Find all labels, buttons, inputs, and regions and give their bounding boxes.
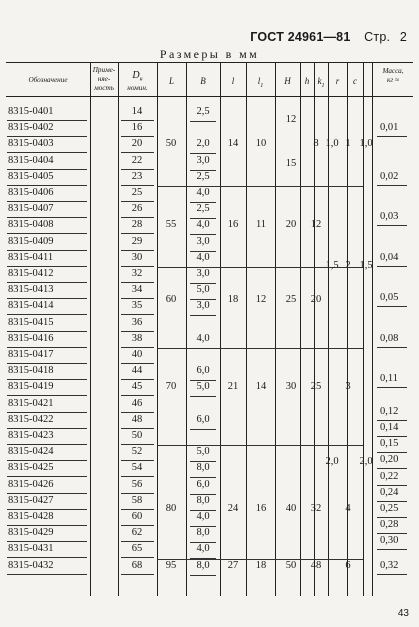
row-b: 4,0 — [196, 543, 210, 555]
group-L: 80 — [165, 502, 177, 514]
header-l1 — [246, 76, 275, 90]
header-k1-symbol: k — [317, 76, 322, 86]
row-rule-dn — [121, 444, 154, 445]
row-rule-b — [190, 461, 216, 462]
row-dn: 65 — [131, 543, 143, 555]
row-dn: 35 — [131, 300, 143, 312]
row-rule-dn — [121, 525, 154, 526]
row-dn: 30 — [131, 251, 143, 263]
header-dn-symbol: D — [132, 70, 140, 81]
row-rule-designation — [7, 250, 87, 251]
row-b: 6,0 — [196, 365, 210, 377]
row-rule-designation — [7, 525, 87, 526]
header-top-rule — [6, 62, 413, 63]
row-designation: 8315-0431 — [8, 543, 54, 555]
row-b: 5,0 — [196, 284, 210, 296]
row-designation: 8315-0424 — [8, 446, 54, 458]
row-b: 2,5 — [196, 106, 210, 117]
row-rule-dn — [121, 250, 154, 251]
row-rule-designation — [7, 314, 87, 315]
row-rule-mass — [377, 387, 407, 388]
group-l1: 10 — [255, 138, 267, 150]
group-rule — [157, 186, 363, 187]
row-designation: 8315-0411 — [8, 251, 54, 263]
header-l1-subscript: 1 — [260, 82, 264, 89]
row-designation: 8315-0427 — [8, 494, 54, 506]
row-dn: 25 — [131, 187, 143, 198]
row-rule-mass — [377, 533, 407, 534]
row-dn: 20 — [131, 138, 143, 150]
row-dn: 48 — [131, 413, 143, 425]
row-rule-dn — [121, 314, 154, 315]
mass-value: 0,05 — [380, 292, 399, 304]
header-applicability: Приме- няе- мость — [92, 66, 116, 92]
row-rule-dn — [121, 201, 154, 202]
row-rule-b — [190, 234, 216, 235]
row-dn: 62 — [131, 527, 143, 539]
row-rule-designation — [7, 347, 87, 348]
row-rule-b — [190, 202, 216, 203]
row-rule-mass — [377, 452, 407, 453]
row-rule-dn — [121, 363, 154, 364]
row-dn: 68 — [131, 559, 143, 571]
page-label-number: 2 — [399, 30, 407, 44]
mass-value: 0,04 — [380, 251, 399, 263]
group-l1: 14 — [255, 381, 267, 393]
row-rule-designation — [7, 136, 87, 137]
row-rule-dn — [121, 379, 154, 380]
group-h: 8 — [313, 138, 319, 150]
group-h: 48 — [310, 559, 322, 571]
row-rule-dn — [121, 541, 154, 542]
row-rule-b — [190, 315, 216, 316]
row-designation: 8315-0417 — [8, 349, 54, 360]
group-r-mid: 2 — [345, 259, 351, 271]
row-rule-mass — [377, 436, 407, 437]
row-rule-mass — [377, 136, 407, 137]
table-caption: Размеры в мм — [159, 47, 260, 61]
row-designation: 8315-0408 — [8, 219, 54, 231]
mass-value: 0,12 — [380, 405, 399, 417]
row-designation: 8315-0426 — [8, 478, 54, 490]
header-r: r — [335, 76, 340, 86]
row-designation: 8315-0412 — [8, 268, 54, 279]
row-rule-designation — [7, 217, 87, 218]
group-c-mid: 1,5 — [359, 259, 373, 271]
row-designation: 8315-0402 — [8, 122, 54, 134]
group-rule — [157, 445, 363, 446]
row-b: 4,0 — [196, 332, 210, 344]
row-dn: 56 — [131, 478, 143, 490]
mass-value: 0,11 — [380, 373, 398, 385]
row-designation: 8315-0401 — [8, 106, 54, 117]
group-l: 18 — [227, 293, 239, 305]
group-H: 30 — [285, 381, 297, 393]
header-k1 — [314, 76, 328, 90]
row-rule-mass — [377, 185, 407, 186]
row-rule-b — [190, 477, 216, 478]
row-rule-dn — [121, 509, 154, 510]
row-rule-dn — [121, 136, 154, 137]
row-rule-designation — [7, 476, 87, 477]
row-rule-b — [190, 396, 216, 397]
row-dn: 54 — [131, 462, 143, 474]
row-rule-mass — [377, 347, 407, 348]
row-designation: 8315-0415 — [8, 316, 54, 328]
row-rule-dn — [121, 331, 154, 332]
row-b: 3,0 — [196, 300, 210, 312]
row-designation: 8315-0403 — [8, 138, 54, 150]
row-rule-designation — [7, 379, 87, 380]
row-rule-dn — [121, 120, 154, 121]
row-dn: 40 — [131, 349, 143, 360]
row-b: 6,0 — [196, 413, 210, 425]
row-rule-dn — [121, 152, 154, 153]
row-rule-mass — [377, 574, 407, 575]
row-rule-b — [190, 494, 216, 495]
row-designation: 8315-0404 — [8, 154, 54, 166]
group-k1-mid: 1,5 — [325, 259, 339, 271]
group-rule — [157, 559, 363, 560]
group-l1: 12 — [255, 293, 267, 305]
row-b: 2,5 — [196, 203, 210, 215]
header-designation: Обозначение — [28, 76, 68, 84]
row-designation: 8315-0413 — [8, 284, 54, 296]
group-L: 50 — [165, 138, 177, 150]
row-b: 4,0 — [196, 511, 210, 522]
row-rule-mass — [377, 468, 407, 469]
row-dn: 46 — [131, 397, 143, 409]
header-c: c — [353, 76, 357, 86]
row-rule-designation — [7, 120, 87, 121]
row-b: 6,0 — [196, 478, 210, 490]
row-designation: 8315-0405 — [8, 170, 54, 182]
row-rule-designation — [7, 509, 87, 510]
row-b: 3,0 — [196, 268, 210, 279]
row-rule-dn — [121, 574, 154, 575]
header-h: h — [304, 76, 310, 86]
row-rule-mass — [377, 501, 407, 502]
row-rule-designation — [7, 185, 87, 186]
mass-value: 0,22 — [380, 470, 399, 482]
group-L: 55 — [165, 219, 177, 231]
group-c-low: 2,0 — [359, 455, 373, 467]
header-l: l — [231, 76, 235, 86]
mass-value: 0,02 — [380, 170, 399, 182]
row-dn: 22 — [131, 154, 143, 166]
row-dn: 52 — [131, 446, 143, 458]
row-designation: 8315-0429 — [8, 527, 54, 539]
group-h: 12 — [310, 219, 322, 231]
row-b: 5,0 — [196, 381, 210, 393]
mass-value: 0,03 — [380, 211, 399, 223]
mass-value: 0,01 — [380, 122, 399, 134]
row-designation: 8315-0406 — [8, 187, 54, 198]
row-dn: 28 — [131, 219, 143, 231]
mass-value: 0,15 — [380, 438, 399, 450]
group-rule — [157, 348, 363, 349]
row-rule-dn — [121, 428, 154, 429]
group-r: 4 — [345, 502, 351, 514]
header-dn-note: номин. — [127, 83, 148, 92]
row-rule-designation — [7, 460, 87, 461]
row-rule-b — [190, 526, 216, 527]
group-h: 20 — [310, 293, 322, 305]
row-dn: 26 — [131, 203, 143, 215]
row-rule-dn — [121, 476, 154, 477]
group-H: 20 — [285, 219, 297, 231]
group-h: 25 — [310, 381, 322, 393]
row-rule-designation — [7, 412, 87, 413]
row-rule-designation — [7, 574, 87, 575]
group-rule — [157, 267, 363, 268]
row-rule-dn — [121, 233, 154, 234]
row-designation: 8315-0422 — [8, 413, 54, 425]
row-rule-dn — [121, 557, 154, 558]
row-dn: 14 — [131, 106, 143, 117]
row-designation: 8315-0416 — [8, 332, 54, 344]
mass-value: 0,20 — [380, 454, 399, 466]
mass-value: 0,28 — [380, 519, 399, 531]
row-rule-designation — [7, 298, 87, 299]
row-designation: 8315-0414 — [8, 300, 54, 312]
row-rule-designation — [7, 201, 87, 202]
group-l: 27 — [227, 559, 239, 571]
header-dn — [118, 70, 157, 93]
mass-value: 0,24 — [380, 486, 399, 498]
group-L: 70 — [165, 381, 177, 393]
row-rule-designation — [7, 493, 87, 494]
row-designation: 8315-0407 — [8, 203, 54, 215]
row-rule-dn — [121, 347, 154, 348]
row-b: 4,0 — [196, 251, 210, 263]
row-rule-dn — [121, 217, 154, 218]
row-designation: 8315-0428 — [8, 511, 54, 522]
row-rule-b — [190, 380, 216, 381]
row-rule-designation — [7, 169, 87, 170]
page-header — [244, 30, 407, 44]
group-H-a: 12 — [285, 114, 297, 126]
row-rule-dn — [121, 493, 154, 494]
row-rule-designation — [7, 363, 87, 364]
row-rule-dn — [121, 412, 154, 413]
row-b: 2,0 — [196, 138, 210, 150]
row-rule-dn — [121, 185, 154, 186]
mass-value: 0,14 — [380, 421, 399, 433]
group-l: 21 — [227, 381, 239, 393]
header-bottom-rule — [6, 96, 413, 97]
row-rule-mass — [377, 485, 407, 486]
row-rule-designation — [7, 444, 87, 445]
row-b: 4,0 — [196, 219, 210, 231]
row-dn: 38 — [131, 332, 143, 344]
row-b: 2,5 — [196, 170, 210, 182]
row-rule-designation — [7, 266, 87, 267]
row-rule-mass — [377, 225, 407, 226]
row-rule-mass — [377, 549, 407, 550]
row-dn: 32 — [131, 268, 143, 279]
row-dn: 16 — [131, 122, 143, 134]
group-k1-low: 2,0 — [325, 455, 339, 467]
row-rule-b — [190, 153, 216, 154]
row-b: 8,0 — [196, 494, 210, 506]
row-rule-designation — [7, 541, 87, 542]
row-b: 4,0 — [196, 187, 210, 198]
row-rule-designation — [7, 428, 87, 429]
row-designation: 8315-0425 — [8, 462, 54, 474]
row-designation: 8315-0409 — [8, 235, 54, 247]
row-rule-dn — [121, 395, 154, 396]
group-L: 60 — [165, 293, 177, 305]
row-rule-b — [190, 283, 216, 284]
group-l: 16 — [227, 219, 239, 231]
group-H: 40 — [285, 502, 297, 514]
row-b: 5,0 — [196, 446, 210, 458]
row-dn: 45 — [131, 381, 143, 393]
mass-value: 0,25 — [380, 502, 399, 514]
mass-value: 0,32 — [380, 559, 399, 571]
row-rule-b — [190, 429, 216, 430]
group-k1: 1,0 — [325, 138, 339, 150]
header-k1-subscript: 1 — [321, 82, 325, 89]
row-b: 8,0 — [196, 559, 210, 571]
row-rule-b — [190, 121, 216, 122]
row-designation: 8315-0421 — [8, 397, 54, 409]
row-rule-mass — [377, 420, 407, 421]
group-l1: 11 — [255, 219, 267, 231]
row-rule-b — [190, 170, 216, 171]
page-label: Стр. — [364, 30, 391, 44]
row-b: 3,0 — [196, 154, 210, 166]
row-designation: 8315-0423 — [8, 430, 54, 441]
row-rule-mass — [377, 517, 407, 518]
row-rule-dn — [121, 460, 154, 461]
row-dn: 23 — [131, 170, 143, 182]
row-dn: 58 — [131, 494, 143, 506]
row-rule-b — [190, 575, 216, 576]
row-rule-designation — [7, 282, 87, 283]
row-rule-b — [190, 218, 216, 219]
row-rule-designation — [7, 233, 87, 234]
row-dn: 44 — [131, 365, 143, 377]
row-rule-b — [190, 251, 216, 252]
mass-value: 0,30 — [380, 535, 399, 547]
group-r: 1 — [345, 138, 351, 150]
row-b: 8,0 — [196, 462, 210, 474]
group-H: 50 — [285, 559, 297, 571]
row-designation: 8315-0418 — [8, 365, 54, 377]
group-H: 25 — [285, 293, 297, 305]
row-rule-designation — [7, 557, 87, 558]
group-l1: 18 — [255, 559, 267, 571]
row-designation: 8315-0432 — [8, 559, 54, 571]
row-dn: 29 — [131, 235, 143, 247]
row-b: 3,0 — [196, 235, 210, 247]
row-rule-dn — [121, 169, 154, 170]
header-H: H — [284, 76, 291, 86]
header-L: L — [168, 76, 174, 86]
header-l1-symbol: l — [257, 76, 261, 86]
group-l: 24 — [227, 502, 239, 514]
row-dn: 50 — [131, 430, 143, 441]
header-dn-subscript: н — [139, 76, 143, 83]
group-l1: 16 — [255, 502, 267, 514]
row-rule-mass — [377, 306, 407, 307]
row-rule-dn — [121, 298, 154, 299]
page-number: 43 — [397, 608, 409, 619]
mass-value: 0,08 — [380, 332, 399, 344]
group-H-b: 15 — [285, 157, 297, 169]
row-rule-mass — [377, 266, 407, 267]
row-rule-designation — [7, 152, 87, 153]
row-rule-dn — [121, 282, 154, 283]
row-rule-designation — [7, 331, 87, 332]
header-mass: Масса, кг ≈ — [382, 67, 404, 84]
group-c: 1,0 — [359, 138, 373, 150]
header-B: B — [200, 76, 206, 86]
row-dn: 36 — [131, 316, 143, 328]
group-l: 14 — [227, 138, 239, 150]
row-rule-dn — [121, 266, 154, 267]
row-designation: 8315-0419 — [8, 381, 54, 393]
column-rule — [90, 62, 91, 596]
row-rule-b — [190, 542, 216, 543]
group-h: 32 — [310, 502, 322, 514]
group-r: 3 — [345, 381, 351, 393]
row-b: 8,0 — [196, 527, 210, 539]
standard-number: ГОСТ 24961—81 — [250, 30, 351, 44]
row-dn: 60 — [131, 511, 143, 522]
row-rule-designation — [7, 395, 87, 396]
row-dn: 34 — [131, 284, 143, 296]
group-r: 6 — [345, 559, 351, 571]
group-L: 95 — [165, 559, 177, 571]
